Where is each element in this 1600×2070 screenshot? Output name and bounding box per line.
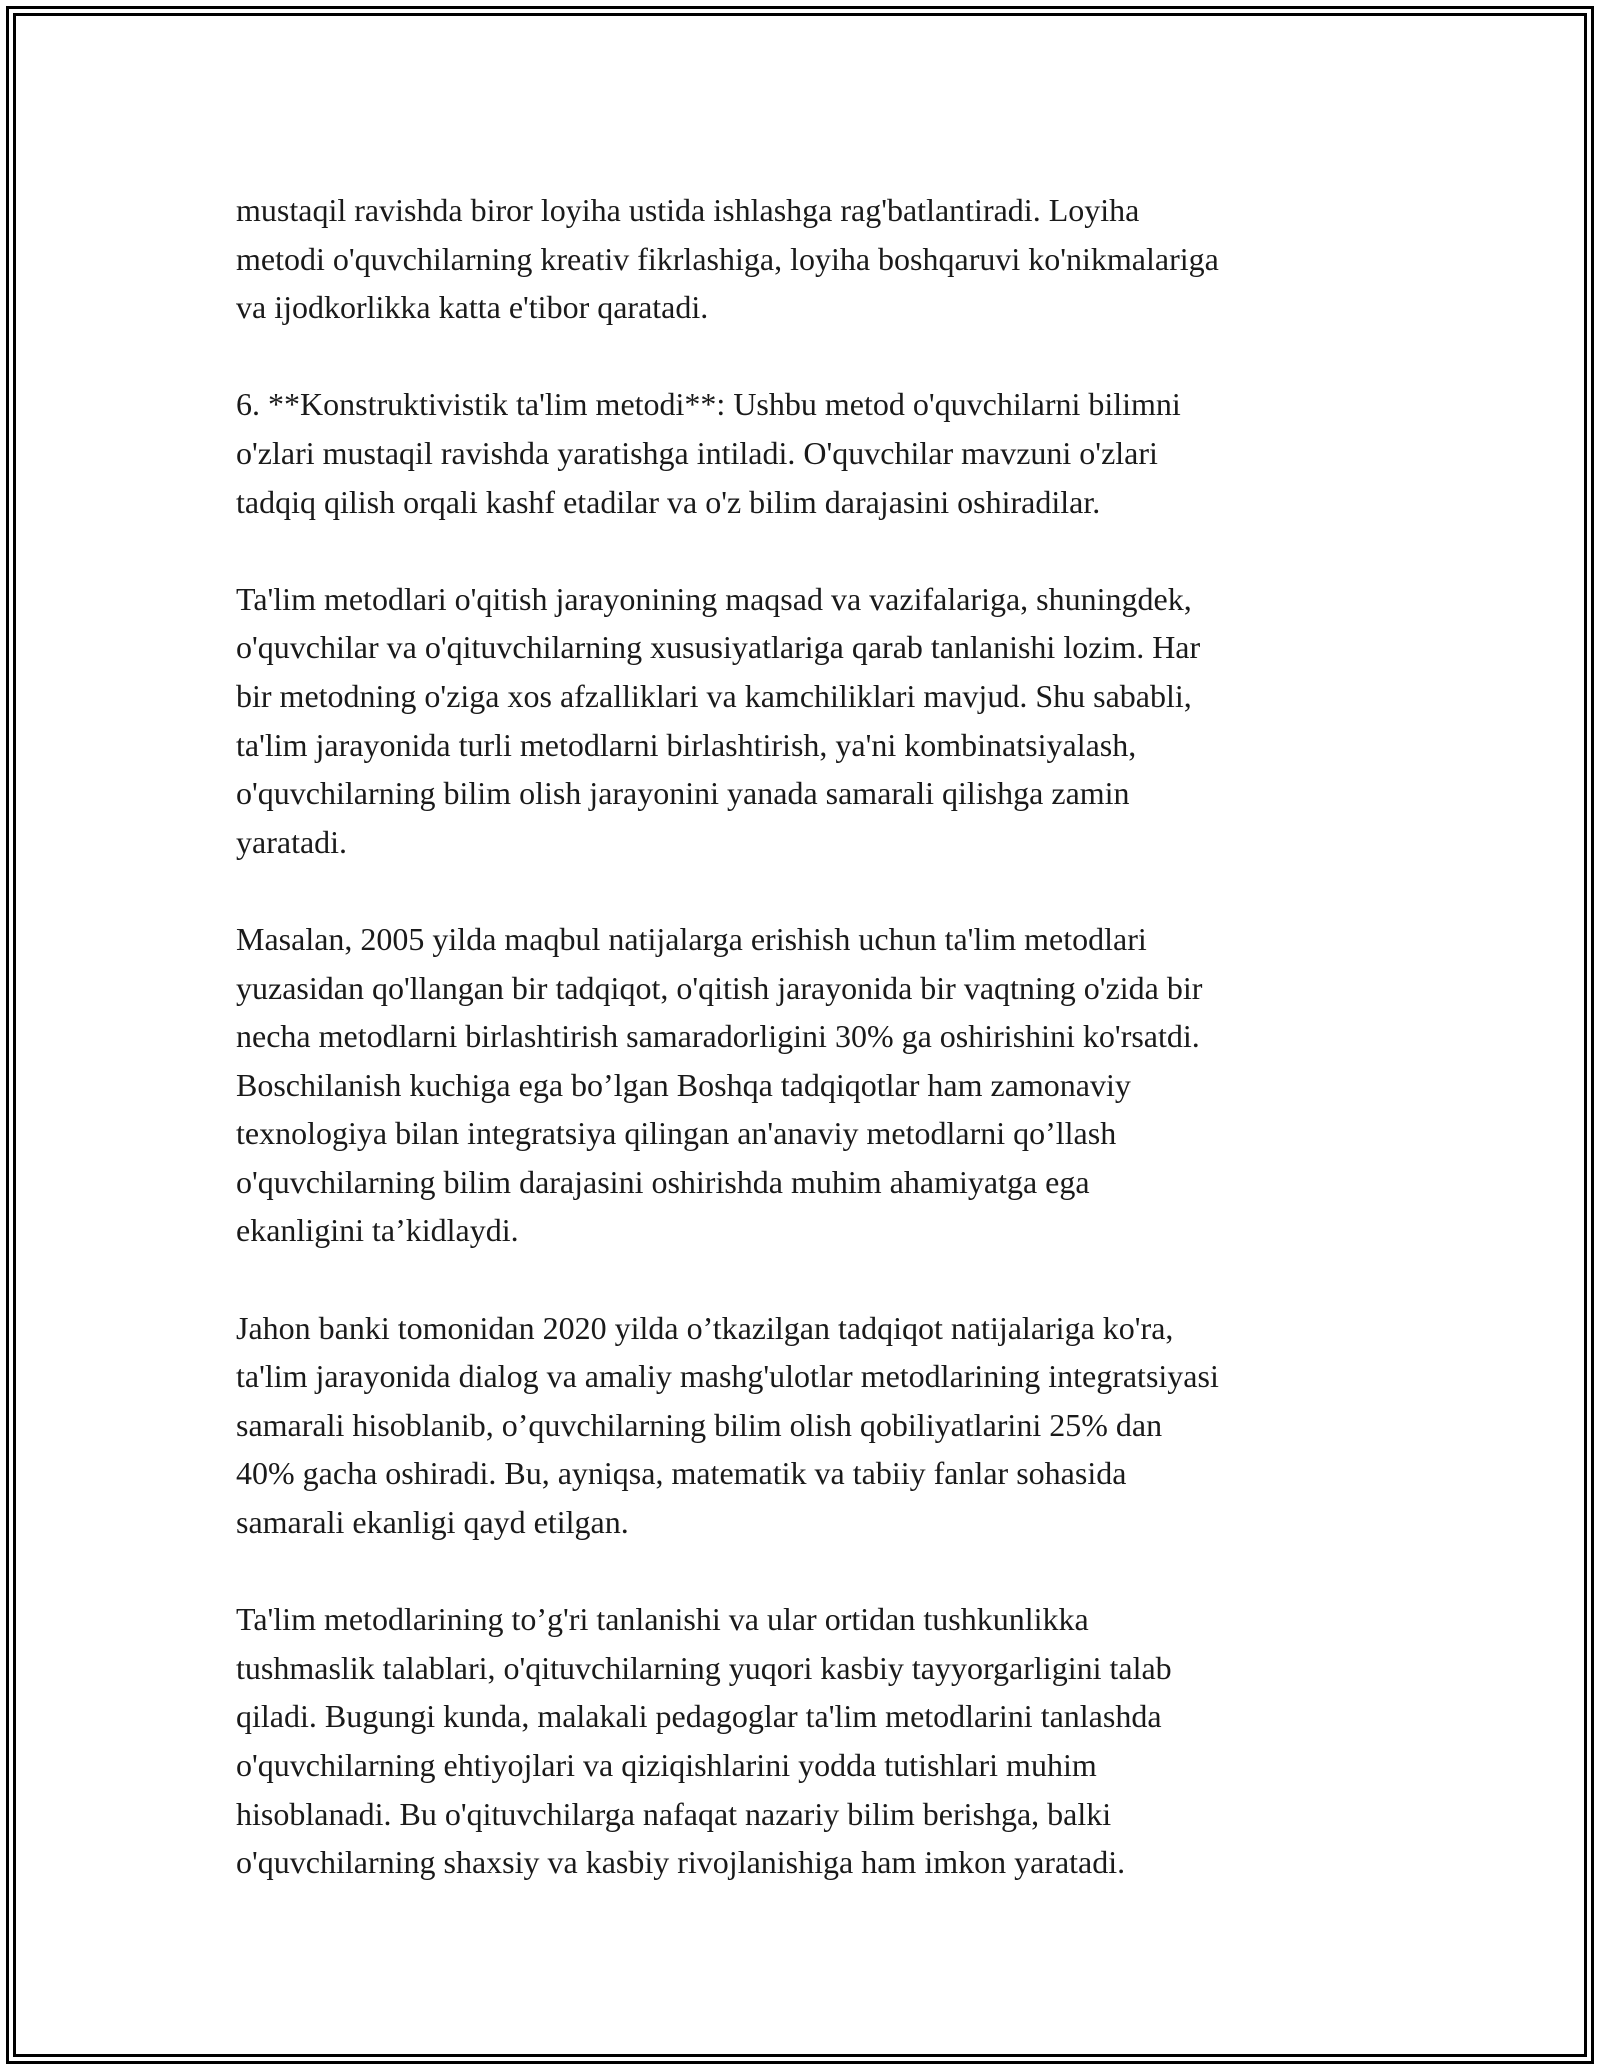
- paragraph-method-selection: Ta'lim metodlari o'qitish jarayonining maqsad va vazifalariga, shuningdek, o'quvchilar va o'qituvchilarning xususiyatlariga qarab tanlanishi lozim. Har bir metodning o'ziga xos afzalliklari va kamchiliklari mavjud. Shu sababli, ta'lim jarayonida turli metodlarni birlashtirish, ya'ni kombinatsiyalash, o'quvchilarning bilim olish jarayonini yanada samarali qilishga zamin yaratadi.: [236, 580, 1201, 860]
- paragraph-2005-study: Masalan, 2005 yilda maqbul natijalarga erishish uchun ta'lim metodlari yuzasidan qo'llangan bir tadqiqot, o'qitish jarayonida bir vaqtning o'zida bir necha metodlarni birlashtirish samaradorligini 30% ga oshirishini ko'rsatdi. Boschilanish kuchiga ega bo’lgan Boshqa tadqiqotlar ham zamonaviy texnologiya bilan integratsiya qilingan an'anaviy metodlarni qo’llash o'quvchilarning bilim darajasini oshirishda muhim ahamiyatga ega ekanligini ta’kidlaydi.: [236, 920, 1203, 1249]
- document-body: [236, 186, 1366, 1935]
- paragraph-world-bank-2020: Jahon banki tomonidan 2020 yilda o’tkazilgan tadqiqot natijalariga ko'ra, ta'lim jarayonida dialog va amaliy mashg'ulotlar metodlarining integratsiyasi samarali hisoblanib, o’quvchilarning bilim olish qobiliyatlarini 25% dan 40% gacha oshiradi. Bu, ayniqsa, matematik va tabiiy fanlar sohasida samarali ekanligi qayd etilgan.: [236, 1309, 1219, 1541]
- paragraph-project-method: mustaqil ravishda biror loyiha ustida ishlashga rag'batlantiradi. Loyiha metodi o'quvchilarning kreativ fikrlashiga, loyiha boshqaruvi ko'nikmalariga va ijodkorlikka katta e'tibor qaratadi.: [236, 192, 1219, 326]
- paragraph-teacher-qualification: Ta'lim metodlarining to’g'ri tanlanishi va ular ortidan tushkunlikka tushmaslik talablari, o'qituvchilarning yuqori kasbiy tayyorgarligini talab qiladi. Bugungi kunda, malakali pedagoglar ta'lim metodlarini tanlashda o'quvchilarning ehtiyojlari va qiziqishlarini yodda tutishlari muhim hisoblanadi. Bu o'qituvchilarga nafaqat nazariy bilim berishga, balki o'quvchilarning shaxsiy va kasbiy rivojlanishiga ham imkon yaratadi.: [236, 1601, 1172, 1881]
- paragraph-constructivist-method: 6. **Konstruktivistik ta'lim metodi**: Ushbu metod o'quvchilarni bilimni o'zlari mustaqil ravishda yaratishga intiladi. O'quvchilar mavzuni o'zlari tadqiq qilish orqali kashf etadilar va o'z bilim darajasini oshiradilar.: [236, 386, 1181, 520]
